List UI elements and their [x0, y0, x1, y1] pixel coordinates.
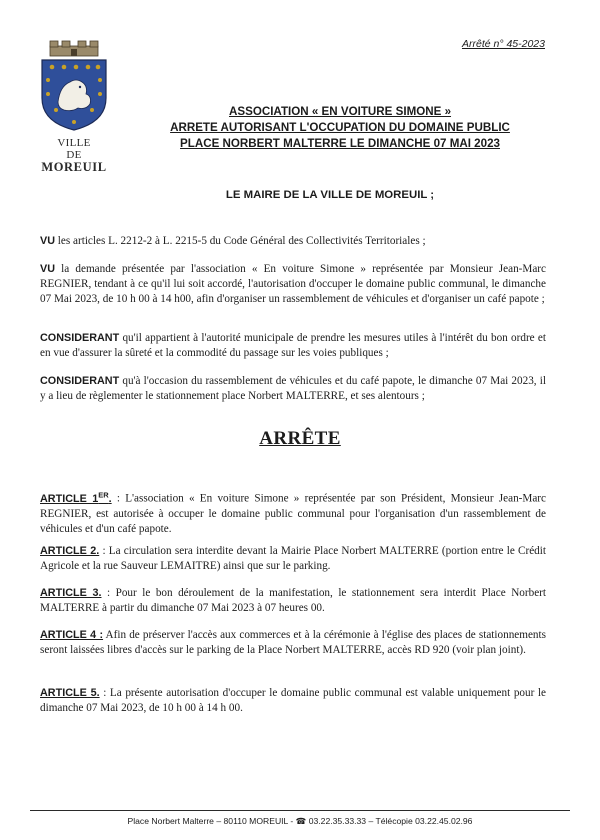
article-text: : Pour le bon déroulement de la manifestation, le stationnement sera interdit Place Norbert MALTERRE à partir du dimanche 07 Mai 2023 à 07 heures 00.	[40, 587, 546, 614]
document-title-block	[140, 104, 540, 152]
preamble-vu-2	[40, 262, 546, 307]
arrete-heading: ARRÊTE	[259, 428, 341, 449]
article-4	[40, 628, 546, 658]
article-2	[40, 544, 546, 574]
article-text: : La présente autorisation d'occuper le domaine public communal est valable uniquement pour le dimanche 07 Mai 2023, de 10 h 00 à 14 h 00.	[40, 687, 547, 714]
preamble-lead: CONSIDERANT	[40, 332, 120, 344]
article-3	[40, 586, 546, 616]
preamble-lead: CONSIDERANT	[40, 375, 120, 387]
preamble-text: les articles L. 2212-2 à L. 2215-5 du Code Général des Collectivités Territoriales ;	[55, 235, 426, 247]
article-label: ARTICLE 1ER.	[40, 490, 112, 505]
crest-line-moreuil: MOREUIL	[41, 160, 107, 174]
title-line-3: PLACE NORBERT MALTERRE LE DIMANCHE 07 MAI 2023	[180, 137, 500, 150]
preamble-text: qu'il appartient à l'autorité municipale de prendre les mesures utiles à l'intérêt du bon ordre et en vue d'assurer la sûreté et la commodité du passage sur les voies publiques ;	[40, 332, 546, 359]
title-line-1: ASSOCIATION « EN VOITURE SIMONE »	[228, 105, 452, 118]
footer-contact: Place Norbert Malterre – 80110 MOREUIL - ☎ 03.22.35.33.33 – Télécopie 03.22.45.02.96	[127, 816, 473, 826]
article-label: ARTICLE 2.	[40, 545, 100, 557]
article-text: Afin de préserver l'accès aux commerces et à la cérémonie à l'église des places de stationnements seront laissées libres d'accès sur le parking de la Place Norbert MALTERRE, accès RD 920 (voir plan joint).	[40, 629, 546, 656]
article-text: : La circulation sera interdite devant la Mairie Place Norbert MALTERRE (portion entre le Crédit Agricole et la rue Sauveur LEMAITRE) ainsi que sur le parking.	[40, 545, 546, 572]
preamble-text: la demande présentée par l'association « En voiture Simone » représentée par Monsieur Jean-Marc REGNIER, tendant à ce qu'il lui soit accordé, l'autorisation d'occuper le domaine public communal, le dimanche 07 Mai 2023, de 10 h 00 à 14 h00, afin d'organiser un rassemblement de véhicules et d'organiser un café papote ;	[40, 263, 546, 305]
coat-of-arms-icon	[36, 40, 112, 132]
preamble-considerant-1	[40, 331, 546, 361]
article-text: : L'association « En voiture Simone » représentée par son Président, Monsieur Jean-Marc REGNIER, est autorisée à occuper le domaine public communal pour l'organisation d'un rassemblement de véhicules et d'un café papote.	[40, 492, 546, 535]
article-label: ARTICLE 3.	[40, 587, 102, 599]
crest-line-ville: VILLE	[57, 137, 91, 149]
preamble-lead: VU	[40, 263, 55, 275]
article-5	[40, 686, 546, 716]
preamble-text: qu'à l'occasion du rassemblement de véhicules et du café papote, le dimanche 07 Mai 2023, il y a lieu de règlementer le stationnement place Norbert MALTERRE, et ses alentours ;	[40, 375, 546, 402]
footer-divider	[30, 810, 570, 811]
maire-heading: LE MAIRE DE LA VILLE DE MOREUIL ;	[225, 189, 435, 201]
preamble-lead: VU	[40, 235, 55, 247]
preamble-vu-1	[40, 234, 546, 249]
article-1	[40, 487, 546, 537]
crest-caption	[28, 137, 120, 173]
title-line-2: ARRETE AUTORISANT L'OCCUPATION DU DOMAINE PUBLIC	[170, 121, 510, 134]
arrete-reference: Arrêté n° 45-2023	[461, 38, 545, 50]
article-label: ARTICLE 5.	[40, 687, 100, 699]
preamble-considerant-2	[40, 374, 546, 404]
crest-line-de: DE	[66, 149, 82, 161]
article-label: ARTICLE 4 :	[40, 629, 104, 641]
article-sup: ER	[98, 490, 109, 499]
